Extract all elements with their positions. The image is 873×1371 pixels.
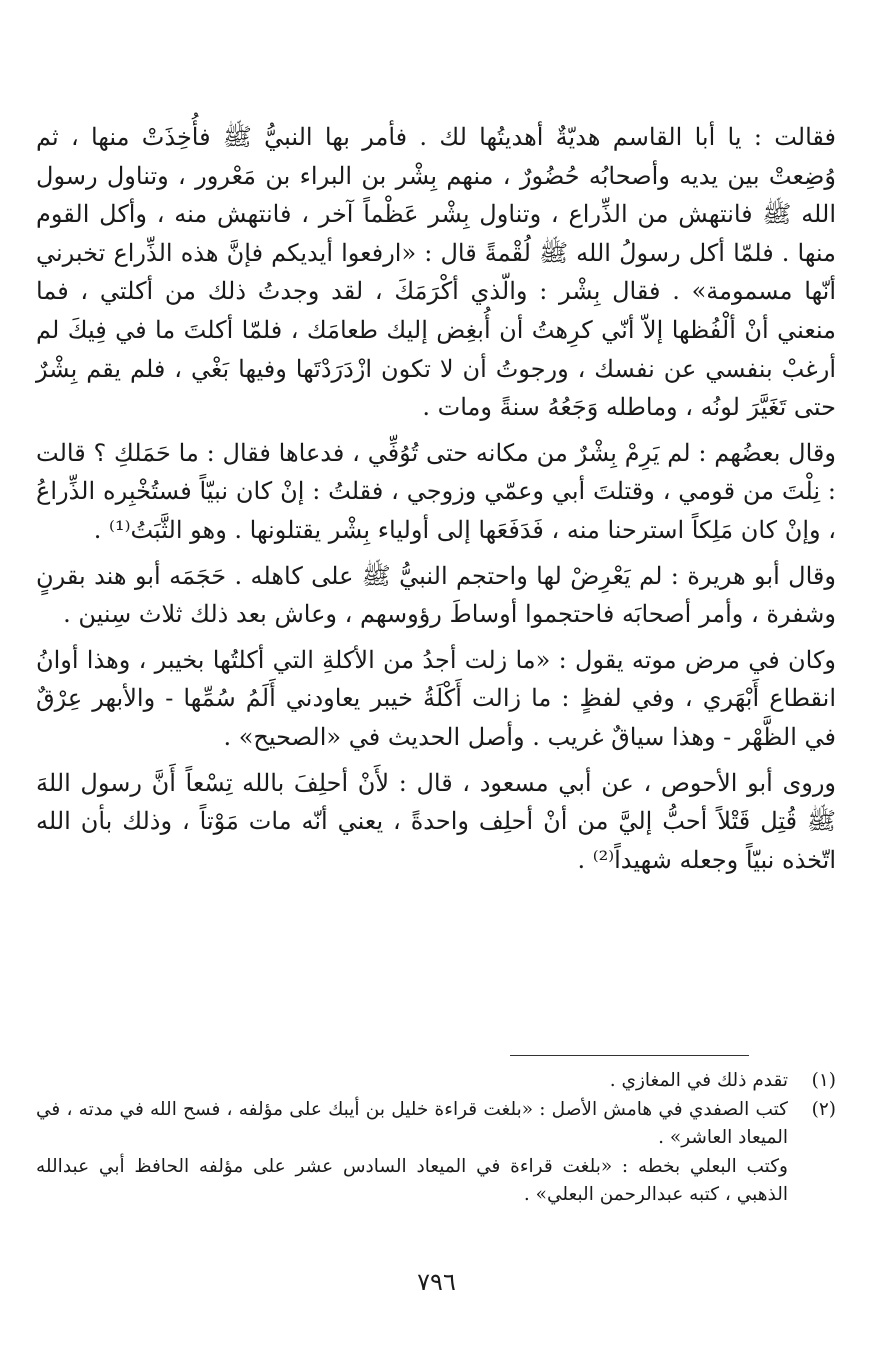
footnote-number: (٢) — [811, 1098, 836, 1120]
paragraph: وقال أبو هريرة : لم يَعْرِضْ لها واحتجم النبيُّ ﷺ على كاهله . حَجَمَه أبو هند بقرنٍ وشفرة ، وأمر أصحابَه فاحتجموا أوساطَ رؤوسهم ، وعاش بعد ذلك ثلاث سِنين . — [36, 561, 836, 629]
footnote-body — [36, 1096, 788, 1210]
paragraph: وكان في مرض موته يقول : «ما زلت أجدُ من الأكلةِ التي أكلتُها بخيبر ، وهذا أوانُ انقطاع أَبْهَري ، وفي لفظٍ : ما زالت أَكْلَةُ خيبر يعاودني أَلَمُ سُمِّها - والأبهر عِرْقٌ في الظَّهْر - وهذا سياقٌ غريب . وأصل الحديث في «الصحيح» . — [36, 645, 836, 751]
footnote-text: تقدم ذلك في المغازي . — [609, 1070, 788, 1091]
paragraph: وروى أبو الأحوص ، عن أبي مسعود ، قال : لأَنْ أحلِفَ بالله تِسْعاً أَنَّ رسول اللهَ ﷺ قُتِل قَتْلاً أحبُّ إليَّ من أنْ أحلِف واحدةً ، يعني أنّه مات مَوْتاً ، وذلك بأن الله اتّخذه نبيّاً وجعله شهيداً⁽²⁾ . — [36, 768, 836, 874]
paragraph: فقالت : يا أبا القاسم هديّةٌ أهديتُها لك . فأمر بها النبيُّ ﷺ فأُخِذَتْ منها ، ثم وُضِعتْ بين يديه وأصحابُه حُضُورٌ ، منهم بِشْر بن البراء بن مَعْرور ، وتناول رسول الله ﷺ فانتهش من الذِّراع ، وتناول بِشْر عَظْماً آخر ، فانتهش منه ، وأكل القوم منها . فلمّا أكل رسولُ الله ﷺ لُقْمةً قال : «ارفعوا أيديكم فإنَّ هذه الذِّراع تخبرني أنّها مسمومة» . فقال بِشْر : والّذي أكْرَمَكَ ، لقد وجدتُ ذلك من أكلتي ، فما منعني أنْ ألْفُظها إلاّ أنّي كرِهتُ أن أُبغِض إليك طعامَك ، فلمّا أكلتَ ما في فِيكَ لم أرغبْ بنفسي عن نفسك ، ورجوتُ أن لا تكون ازْدَرَدْتَها وفيها بَغْي ، فلم يقم بِشْرٌ حتى تَغَيَّرَ لونُه ، وماطله وَجَعُهُ سنةً ومات . — [36, 123, 836, 422]
footnote-text: كتب الصفدي في هامش الأصل : «بلغت قراءة خليل بن أيبك على مؤلفه ، فسح الله في مدته ، في الميعاد العاشر» . — [36, 1098, 788, 1148]
paragraph: وقال بعضُهم : لم يَرِمْ بِشْرٌ من مكانه حتى تُوُفِّي ، فدعاها فقال : ما حَمَلكِ ؟ قالت : نِلْتَ من قومي ، وقتلتَ أبي وعمّي وزوجي ، فقلتُ : إنْ كان نبيّاً فستُخْبِره الذِّراعُ ، وإنْ كان مَلِكاً استرحنا منه ، فَدَفَعَها إلى أولياء بِشْر يقتلونها . وهو الثَّبَتُ⁽¹⁾ . — [36, 438, 836, 544]
main-text — [36, 118, 836, 879]
footnote — [36, 1067, 836, 1096]
footnote-number: (١) — [811, 1070, 836, 1091]
footnote-text: وكتب البعلي بخطه : «بلغت قراءة في الميعاد السادس عشر على مؤلفه الحافظ أبي عبدالله الذهبي ، كتبه عبدالرحمن البعلي» . — [36, 1155, 788, 1205]
footnotes — [36, 1067, 836, 1210]
page-number: ٧٩٦ — [417, 1268, 456, 1296]
footnote — [36, 1096, 836, 1210]
footnote-separator — [510, 1055, 749, 1056]
footnote-body — [36, 1067, 788, 1096]
